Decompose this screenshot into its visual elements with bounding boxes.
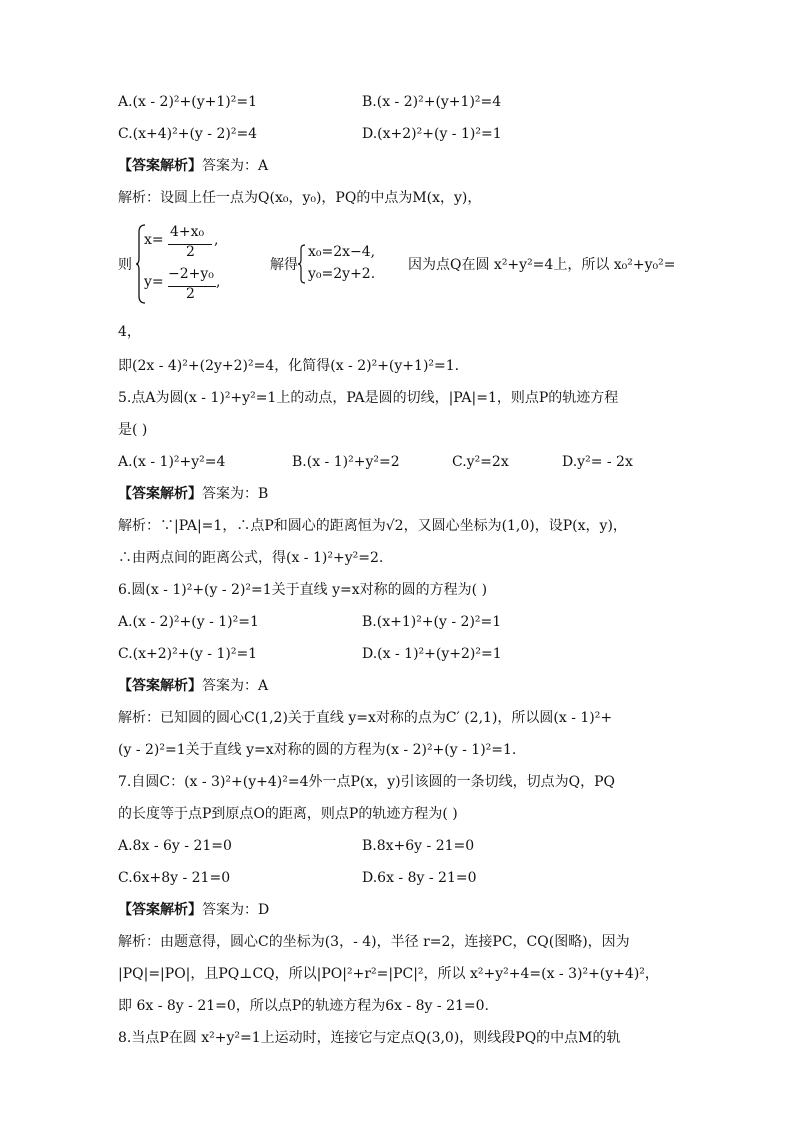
- system-prefix: 则: [118, 257, 132, 273]
- analysis-6-line-2: (y - 2)²=1关于直线 y=x对称的圆的方程为(x - 2)²+(y - 1)²=1.: [118, 742, 517, 758]
- option-6a: A.(x - 2)²+(y - 1)²=1: [118, 614, 259, 630]
- answer-value: 答案为：A: [202, 158, 269, 174]
- option-7b: B.8x+6y - 21=0: [362, 838, 475, 854]
- analysis-4-tail: 因为点Q在圆 x²+y²=4上，所以 x₀²+y₀²=: [408, 257, 676, 273]
- option-5d: D.y²= - 2x: [562, 454, 633, 470]
- analysis-7-line-3: 即 6x - 8y - 21=0，所以点P的轨迹方程为6x - 8y - 21=0.: [118, 998, 489, 1014]
- answer-value: 答案为：B: [202, 486, 269, 502]
- analysis-4-line-3: 即(2x - 4)²+(2y+2)²=4，化简得(x - 2)²+(y+1)²=1.: [118, 358, 460, 374]
- option-5c: C.y²=2x: [452, 454, 509, 470]
- option-7c: C.6x+8y - 21=0: [118, 870, 231, 886]
- option-7a: A.8x - 6y - 21=0: [118, 838, 232, 854]
- question-7-line-2: 的长度等于点P到原点O的距离，则点P的轨迹方程为( ): [118, 806, 458, 822]
- answer-5-heading: [118, 484, 268, 504]
- analysis-7-line-1: 解析：由题意得，圆心C的坐标为(3，- 4)，半径 r=2，连接PC，CQ(图略)，因为: [118, 934, 630, 950]
- answer-4-heading: [118, 156, 268, 176]
- option-6c: C.(x+2)²+(y - 1)²=1: [118, 646, 258, 662]
- question-5-line-1: 5.点A为圆(x - 1)²+y²=1上的动点，PA是圆的切线，|PA|=1，则点P的轨迹方程: [118, 390, 619, 406]
- question-5-line-2: 是( ): [118, 422, 148, 438]
- solution-y0: y₀=2y+2.: [308, 266, 376, 282]
- option-4b: B.(x - 2)²+(y+1)²=4: [362, 94, 502, 110]
- analysis-5-line-1: 解析：∵|PA|=1，∴点P和圆心的距离恒为√2，又圆心坐标为(1,0)，设P(x，y)，: [118, 518, 627, 534]
- option-4a: A.(x - 2)²+(y+1)²=1: [118, 94, 257, 110]
- option-4d: D.(x+2)²+(y - 1)²=1: [362, 126, 502, 142]
- eq-x-numerator: 4+x₀: [170, 224, 205, 240]
- eq-x-lhs: x=: [144, 232, 164, 248]
- option-5b: B.(x - 1)²+y²=2: [292, 454, 400, 470]
- option-4c: C.(x+4)²+(y - 2)²=4: [118, 126, 258, 142]
- answer-value: 答案为：A: [202, 678, 269, 694]
- solution-x0: x₀=2x−4,: [308, 244, 376, 260]
- option-6b: B.(x+1)²+(y - 2)²=1: [362, 614, 502, 630]
- question-7-line-1: 7.自圆C：(x - 3)²+(y+4)²=4外一点P(x，y)引该圆的一条切线，切点为Q，PQ: [118, 774, 616, 790]
- option-6d: D.(x - 1)²+(y+2)²=1: [362, 646, 502, 662]
- question-6-line-1: 6.圆(x - 1)²+(y - 2)²=1关于直线 y=x对称的圆的方程为( ): [118, 582, 488, 598]
- option-5a: A.(x - 1)²+y²=4: [118, 454, 226, 470]
- question-8-line-1: 8.当点P在圆 x²+y²=1上运动时，连接它与定点Q(3,0)，则线段PQ的中点M的轨: [118, 1030, 621, 1046]
- eq-x-denominator: 2: [186, 244, 195, 260]
- analysis-4-continuation: 4，: [118, 324, 141, 340]
- analysis-7-line-2: |PQ|=|PO|，且PQ⊥CQ，所以|PO|²+r²=|PC|²，所以 x²+y²+4=(x - 3)²+(y+4)²，: [118, 966, 659, 982]
- left-brace-icon: [298, 244, 306, 284]
- answer-label: 【答案解析】: [118, 902, 202, 918]
- analysis-4-line-1: 解析：设圆上任一点为Q(x₀，y₀)，PQ的中点为M(x，y)，: [118, 190, 482, 206]
- analysis-6-line-1: 解析：已知圆的圆心C(1,2)关于直线 y=x对称的点为C′ (2,1)，所以圆(x - 1)²+: [118, 710, 613, 726]
- answer-label: 【答案解析】: [118, 486, 202, 502]
- eq-y-denominator: 2: [186, 286, 195, 302]
- answer-value: 答案为：D: [202, 902, 270, 918]
- eq-y-comma: ,: [216, 274, 221, 290]
- equation-system: [118, 224, 794, 304]
- option-7d: D.6x - 8y - 21=0: [362, 870, 477, 886]
- eq-x-comma: ,: [214, 232, 219, 248]
- answer-7-heading: [118, 900, 269, 920]
- answer-label: 【答案解析】: [118, 678, 202, 694]
- analysis-5-line-2: ∴由两点间的距离公式，得(x - 1)²+y²=2.: [118, 550, 384, 566]
- eq-y-lhs: y=: [144, 274, 164, 290]
- solve-label: 解得: [270, 257, 298, 273]
- answer-label: 【答案解析】: [118, 158, 202, 174]
- eq-y-numerator: −2+y₀: [168, 266, 214, 282]
- answer-6-heading: [118, 676, 268, 696]
